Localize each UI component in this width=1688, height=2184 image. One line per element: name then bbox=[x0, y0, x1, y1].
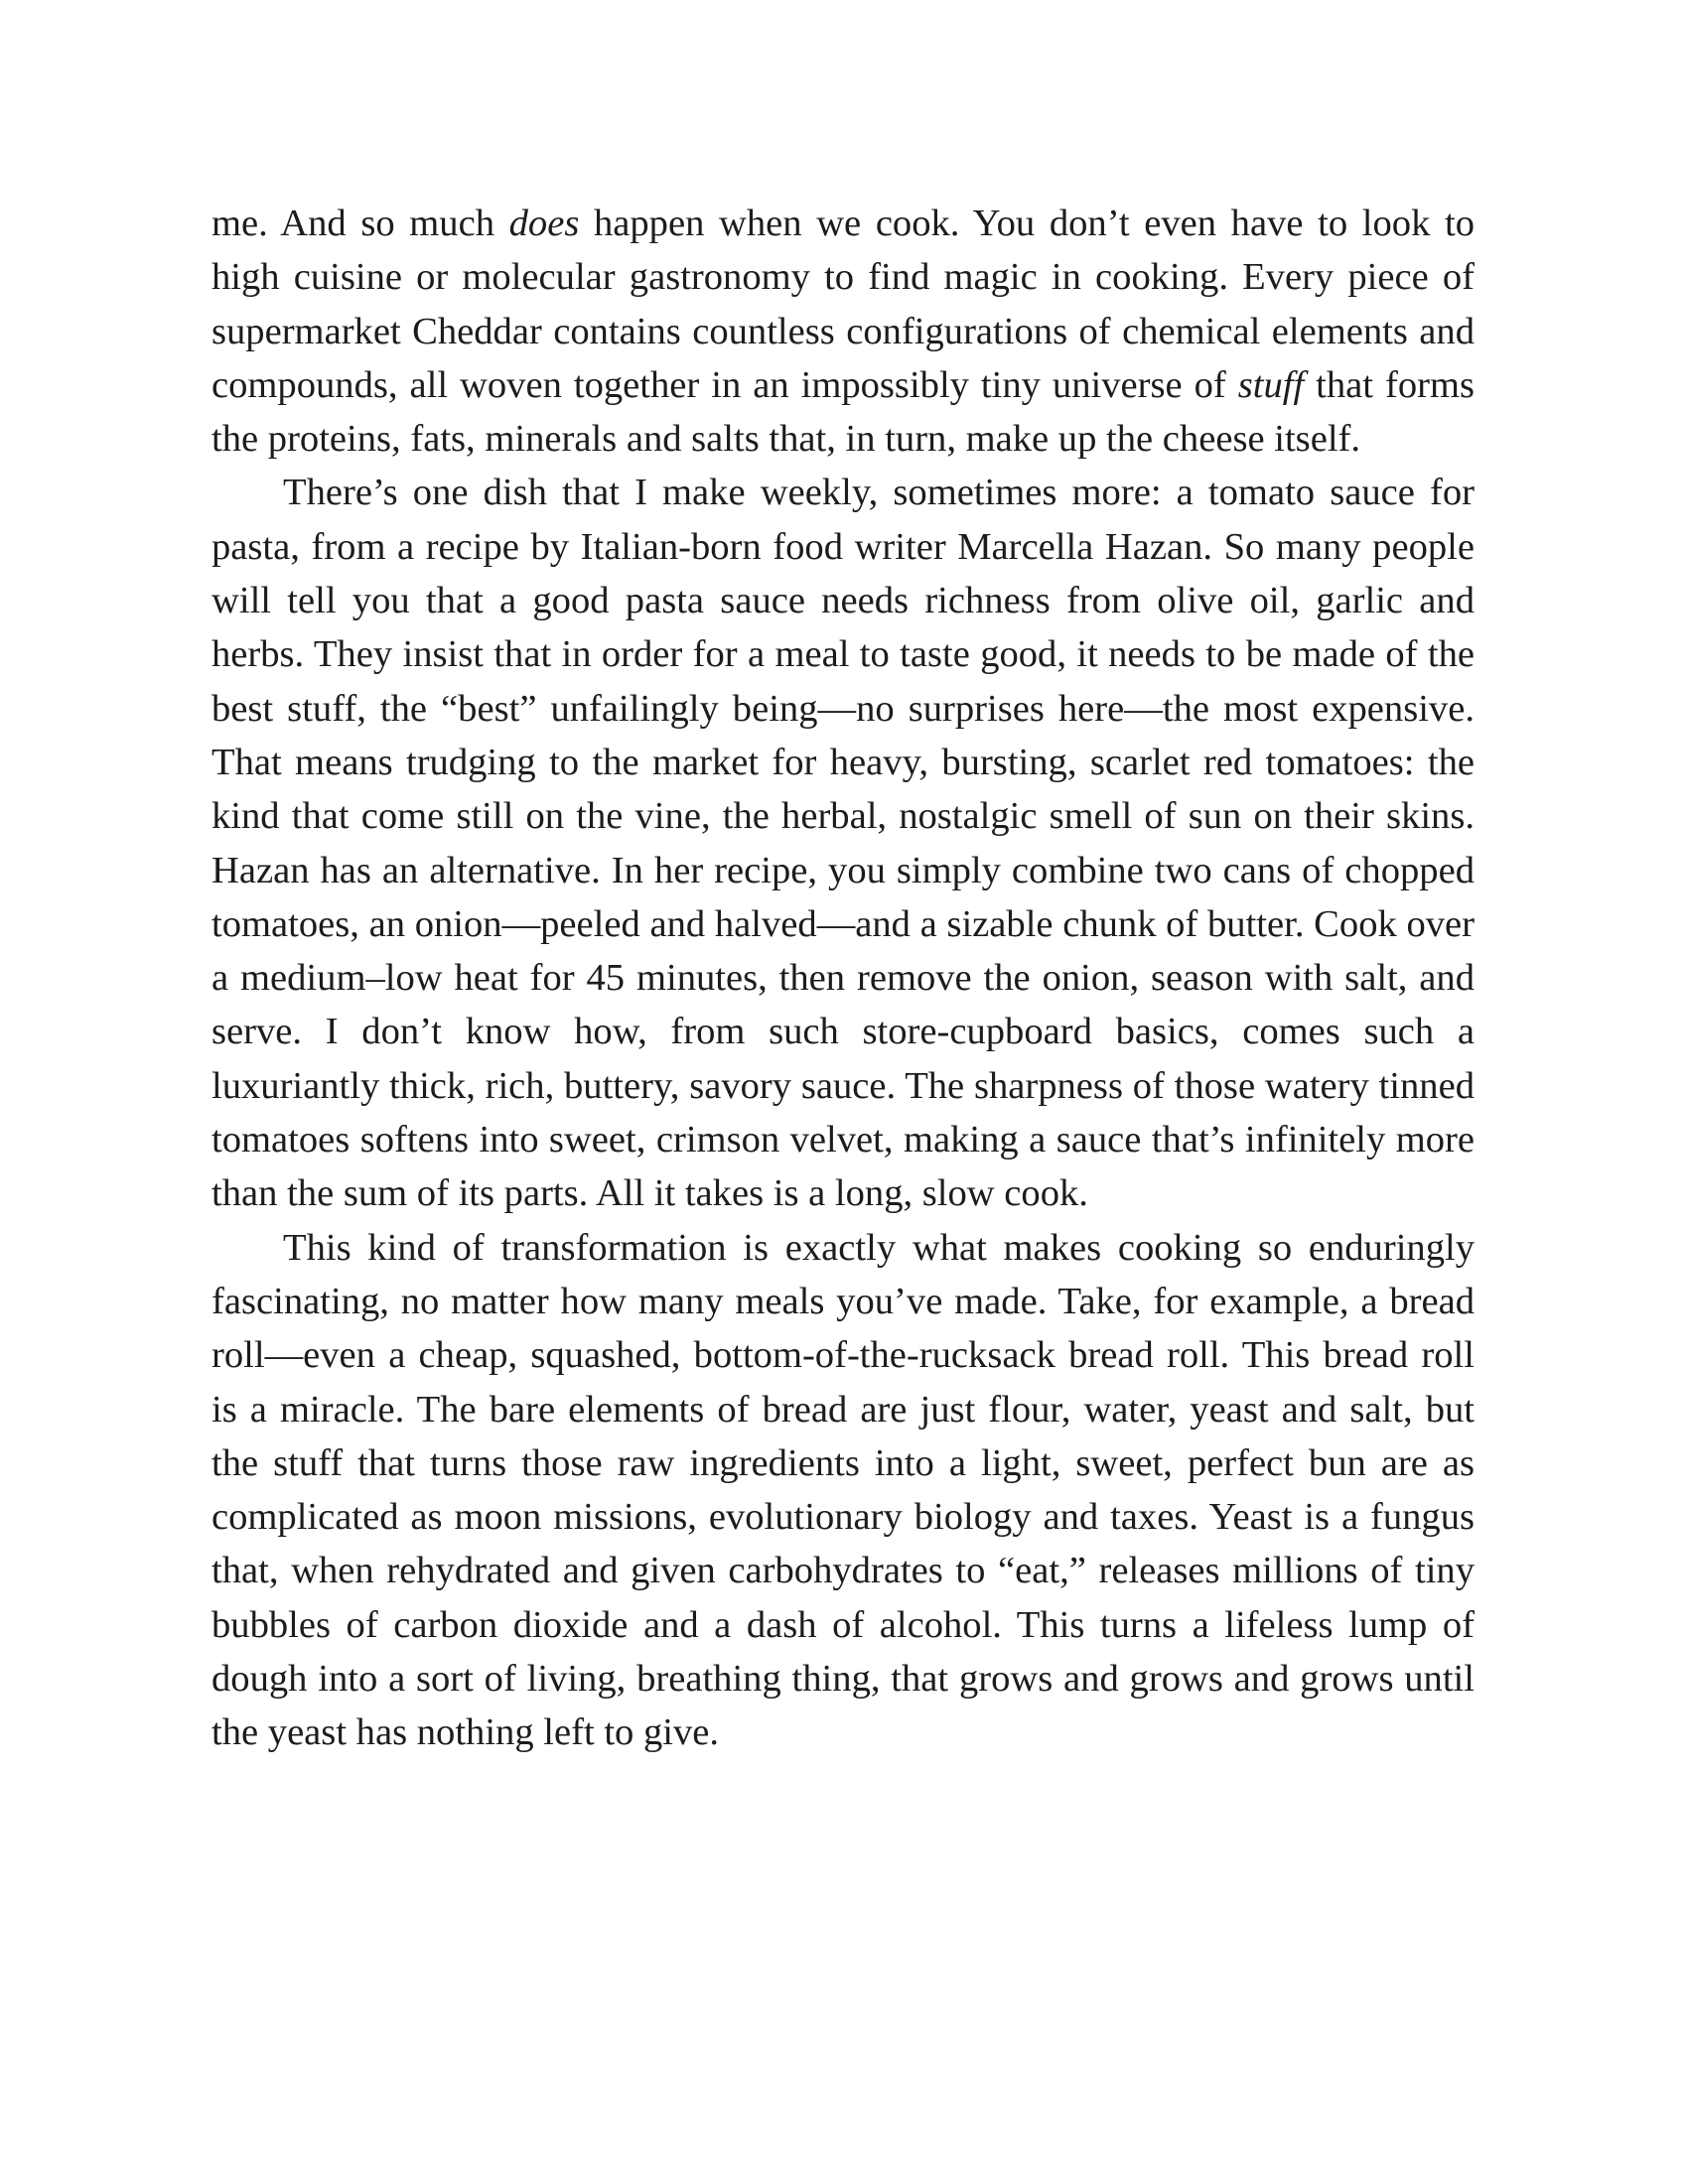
paragraph-1-text: happen when we cook. You don’t even have to look to high cuisine or molecular gastronomy to find magic in cooking. Every piece of supermarket Cheddar contains countless configurations of chemical elements and compounds, all woven together in an impossibly tiny universe of bbox=[211, 203, 1475, 406]
paragraph-2-text: There’s one dish that I make weekly, sometimes more: a tomato sauce for pasta, from a recipe by Italian-born food writer Marcella Hazan. So many people will tell you that a good pasta sauce needs richness from olive oil, garlic and herbs. They insist that in order for a meal to taste good, it needs to be made of the best stuff, the “best” unfailingly being—no surprises here—the most expensive. That means trudging to the market for heavy, bursting, scarlet red tomatoes: the kind that come still on the vine, the herbal, nostalgic smell of sun on their skins. Hazan has an alternative. In her recipe, you simply combine two cans of chopped tomatoes, an onion—peeled and halved—and a sizable chunk of butter. Cook over a medium–low heat for 45 minutes, then remove the onion, season with salt, and serve. I don’t know how, from such store-cupboard basics, comes such a luxuriantly thick, rich, buttery, savory sauce. The sharpness of those watery tinned tomatoes softens into sweet, crimson velvet, making a sauce that’s infinitely more than the sum of its parts. All it takes is a long, slow cook. bbox=[211, 472, 1475, 1215]
paragraph-3 bbox=[211, 1221, 1475, 1760]
emphasis-does: does bbox=[508, 203, 580, 244]
paragraph-3-text: This kind of transformation is exactly what makes cooking so enduringly fascinating, no matter how many meals you’ve made. Take, for example, a bread roll—even a cheap, squashed, bottom-of-the-rucksack bread roll. This bread roll is a miracle. The bare elements of bread are just flour, water, yeast and salt, but the stuff that turns those raw ingredients into a light, sweet, perfect bun are as complicated as moon missions, evolutionary biology and taxes. Yeast is a fungus that, when rehydrated and given carbohydrates to “eat,” releases millions of tiny bubbles of carbon dioxide and a dash of alcohol. This turns a lifeless lump of dough into a sort of living, breathing thing, that grows and grows and grows until the yeast has nothing left to give. bbox=[211, 1226, 1475, 1754]
page-body bbox=[211, 197, 1475, 1760]
emphasis-stuff: stuff bbox=[1237, 363, 1305, 406]
paragraph-2 bbox=[211, 466, 1475, 1220]
paragraph-1-text: me. And so much bbox=[211, 203, 509, 244]
paragraph-1-text: that forms the proteins, fats, minerals and salts that, in turn, make up the cheese itself. bbox=[211, 363, 1475, 461]
paragraph-1 bbox=[211, 197, 1475, 466]
